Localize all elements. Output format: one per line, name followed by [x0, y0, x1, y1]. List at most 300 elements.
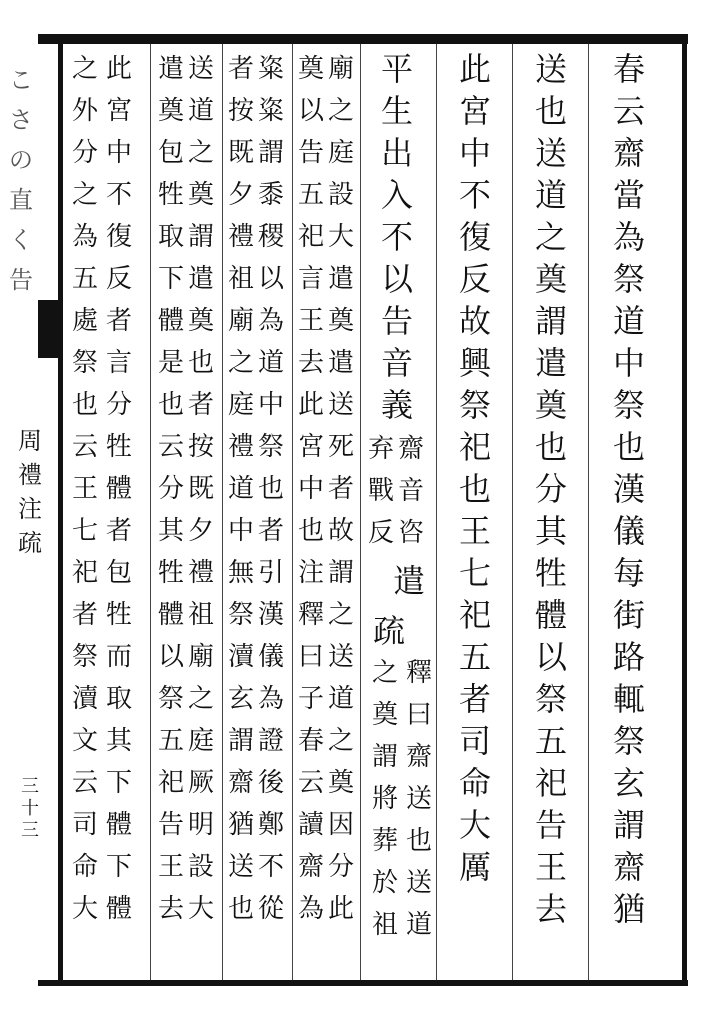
text-column-11 — [104, 48, 134, 930]
text-column-12 — [70, 48, 100, 930]
glyph: 直 — [9, 186, 33, 214]
glyph: 廟 — [227, 306, 254, 336]
glyph: 祀 — [458, 596, 491, 634]
glyph: 者 — [227, 54, 254, 84]
glyph: 云 — [157, 432, 184, 462]
glyph: の — [9, 146, 33, 174]
glyph: 夕 — [227, 180, 254, 210]
glyph: 以 — [257, 264, 284, 294]
glyph: 也 — [612, 428, 645, 466]
glyph: 王 — [157, 852, 184, 882]
glyph: 三 — [21, 820, 39, 841]
frame-right-border — [682, 34, 687, 986]
glyph: 謂 — [227, 726, 254, 756]
frame-left-border — [58, 34, 63, 986]
glyph: 之 — [187, 138, 214, 168]
glyph: 下 — [105, 768, 132, 798]
glyph: 從 — [257, 894, 284, 924]
glyph: 齋 — [397, 434, 424, 464]
text-column-2 — [532, 48, 570, 930]
glyph: 奠 — [327, 768, 354, 798]
glyph: 後 — [257, 768, 284, 798]
glyph: 釋 — [405, 658, 432, 688]
glyph: 遣 — [187, 264, 214, 294]
glyph: 祭 — [612, 722, 645, 760]
glyph: 無 — [227, 558, 254, 588]
glyph: 奠 — [187, 180, 214, 210]
glyph: 漢 — [257, 600, 284, 630]
glyph: 送 — [327, 642, 354, 672]
glyph: 反 — [458, 260, 491, 298]
glyph: 鄭 — [257, 810, 284, 840]
glyph: 之 — [327, 96, 354, 126]
glyph: 禮 — [227, 432, 254, 462]
glyph: 云 — [71, 768, 98, 798]
glyph: 祭 — [534, 680, 567, 718]
glyph: 祖 — [371, 910, 398, 940]
glyph: 外 — [71, 96, 98, 126]
glyph: 音 — [380, 344, 413, 382]
glyph: 平 — [380, 50, 413, 88]
glyph: 厲 — [458, 848, 491, 886]
glyph: 為 — [612, 218, 645, 256]
glyph: 齋 — [405, 742, 432, 772]
glyph: 道 — [612, 302, 645, 340]
glyph: 王 — [71, 474, 98, 504]
glyph: 者 — [257, 516, 284, 546]
glyph: 謂 — [187, 222, 214, 252]
glyph: 反 — [367, 518, 394, 548]
glyph: 之 — [327, 600, 354, 630]
glyph: 道 — [187, 96, 214, 126]
glyph: 注 — [18, 495, 42, 523]
glyph: 之 — [371, 658, 398, 688]
glyph: 告 — [9, 266, 33, 294]
glyph: 祭 — [71, 642, 98, 672]
glyph: 之 — [227, 348, 254, 378]
glyph: 既 — [187, 474, 214, 504]
glyph: 其 — [534, 512, 567, 550]
glyph: 中 — [257, 390, 284, 420]
glyph: 以 — [157, 642, 184, 672]
glyph: 中 — [458, 134, 491, 172]
column-rule — [436, 44, 437, 980]
glyph: 儀 — [612, 512, 645, 550]
glyph: 五 — [71, 264, 98, 294]
glyph: 言 — [297, 264, 324, 294]
glyph: 禮 — [227, 222, 254, 252]
glyph: 輒 — [612, 680, 645, 718]
glyph: 不 — [105, 180, 132, 210]
glyph: 去 — [157, 894, 184, 924]
glyph: 證 — [257, 726, 284, 756]
glyph: 廟 — [187, 642, 214, 672]
glyph: 既 — [227, 138, 254, 168]
glyph: 每 — [612, 554, 645, 592]
glyph: 五 — [157, 726, 184, 756]
glyph: 夕 — [187, 516, 214, 546]
text-column-9 — [186, 48, 216, 930]
glyph: 送 — [534, 50, 567, 88]
glyph: 祭 — [612, 386, 645, 424]
glyph: 不 — [380, 218, 413, 256]
glyph: 注 — [297, 558, 324, 588]
glyph: 為 — [257, 684, 284, 714]
glyph: 黍 — [257, 180, 284, 210]
glyph: 者 — [105, 516, 132, 546]
glyph: 以 — [534, 638, 567, 676]
glyph: 為 — [257, 306, 284, 336]
glyph: 此 — [105, 54, 132, 84]
text-column-6 — [296, 48, 326, 930]
glyph: 禮 — [187, 558, 214, 588]
glyph: 漢 — [612, 470, 645, 508]
glyph: 祖 — [187, 600, 214, 630]
text-column-7 — [256, 48, 286, 930]
glyph: 奠 — [534, 386, 567, 424]
glyph: 體 — [534, 596, 567, 634]
glyph: 庭 — [227, 390, 254, 420]
glyph: 為 — [71, 222, 98, 252]
glyph: 儀 — [257, 642, 284, 672]
glyph: 遣 — [327, 348, 354, 378]
glyph: 祖 — [227, 264, 254, 294]
glyph: 者 — [327, 474, 354, 504]
text-column-4-note-left — [366, 428, 396, 554]
glyph: 不 — [458, 176, 491, 214]
glyph: 體 — [105, 894, 132, 924]
glyph: 云 — [71, 432, 98, 462]
glyph: 遣 — [327, 264, 354, 294]
glyph: 按 — [187, 432, 214, 462]
glyph: 咨 — [397, 518, 424, 548]
glyph: 命 — [458, 764, 491, 802]
glyph: 送 — [405, 868, 432, 898]
glyph: 奠 — [534, 260, 567, 298]
glyph: く — [9, 226, 33, 254]
glyph: 謂 — [612, 806, 645, 844]
glyph: 言 — [105, 348, 132, 378]
glyph: 分 — [534, 470, 567, 508]
glyph: 也 — [297, 516, 324, 546]
glyph: 曰 — [405, 700, 432, 730]
glyph: 也 — [405, 826, 432, 856]
glyph: 疏 — [372, 612, 405, 650]
glyph: 道 — [327, 684, 354, 714]
glyph: 粢 — [257, 54, 284, 84]
glyph: 庭 — [327, 138, 354, 168]
glyph: 不 — [257, 852, 284, 882]
glyph: 中 — [612, 344, 645, 382]
text-column-10 — [156, 48, 186, 930]
glyph: 體 — [157, 306, 184, 336]
glyph: 以 — [297, 96, 324, 126]
glyph: 之 — [327, 726, 354, 756]
glyph: 以 — [380, 260, 413, 298]
glyph: 此 — [327, 894, 354, 924]
glyph: 大 — [71, 894, 98, 924]
glyph: さ — [9, 106, 33, 134]
glyph: 也 — [458, 470, 491, 508]
glyph: 之 — [71, 180, 98, 210]
glyph: 引 — [257, 558, 284, 588]
text-column-3 — [456, 48, 494, 888]
glyph: 下 — [105, 852, 132, 882]
glyph: 者 — [71, 600, 98, 630]
glyph: 三 — [21, 776, 39, 797]
glyph: 中 — [105, 138, 132, 168]
glyph: 謂 — [257, 138, 284, 168]
glyph: 此 — [297, 390, 324, 420]
glyph: 厥 — [187, 768, 214, 798]
glyph: 奠 — [371, 700, 398, 730]
glyph: 義 — [380, 386, 413, 424]
glyph: 牲 — [534, 554, 567, 592]
glyph: 祭 — [71, 348, 98, 378]
text-column-4-main3 — [370, 610, 408, 652]
glyph: 為 — [297, 894, 324, 924]
glyph: 當 — [612, 176, 645, 214]
glyph: 也 — [257, 474, 284, 504]
margin-scribble — [4, 60, 38, 300]
glyph: 去 — [297, 348, 324, 378]
glyph: 廟 — [327, 54, 354, 84]
glyph: 祀 — [458, 428, 491, 466]
glyph: 弃 — [367, 434, 394, 464]
glyph: 故 — [327, 516, 354, 546]
column-rule — [588, 44, 589, 980]
glyph: 分 — [71, 138, 98, 168]
glyph: 七 — [458, 554, 491, 592]
glyph: 於 — [371, 868, 398, 898]
text-column-8 — [226, 48, 256, 930]
glyph: 瀆 — [227, 642, 254, 672]
glyph: 讀 — [297, 810, 324, 840]
column-rule — [512, 44, 513, 980]
glyph: 疏 — [18, 529, 42, 557]
glyph: 奠 — [157, 96, 184, 126]
column-rule — [222, 44, 223, 980]
glyph: 之 — [187, 684, 214, 714]
glyph: 齋 — [612, 134, 645, 172]
glyph: 者 — [105, 306, 132, 336]
glyph: 路 — [612, 638, 645, 676]
glyph: 牲 — [105, 600, 132, 630]
text-column-4-note2-left — [370, 652, 400, 946]
glyph: 牲 — [105, 432, 132, 462]
glyph: 宮 — [458, 92, 491, 130]
glyph: 宮 — [297, 432, 324, 462]
glyph: 下 — [157, 264, 184, 294]
glyph: 包 — [157, 138, 184, 168]
glyph: 猶 — [227, 810, 254, 840]
glyph: 分 — [157, 474, 184, 504]
glyph: 道 — [534, 176, 567, 214]
glyph: 設 — [327, 180, 354, 210]
glyph: 釋 — [297, 600, 324, 630]
glyph: 七 — [71, 516, 98, 546]
glyph: 也 — [227, 894, 254, 924]
glyph: 子 — [297, 684, 324, 714]
glyph: 五 — [458, 638, 491, 676]
glyph: 祀 — [157, 768, 184, 798]
glyph: 此 — [458, 50, 491, 88]
glyph: 按 — [227, 96, 254, 126]
glyph: 也 — [534, 428, 567, 466]
glyph: 王 — [534, 848, 567, 886]
glyph: 粢 — [257, 96, 284, 126]
glyph: 曰 — [297, 642, 324, 672]
glyph: 死 — [327, 432, 354, 462]
glyph: 是 — [157, 348, 184, 378]
glyph: 遣 — [392, 562, 425, 600]
glyph: 謂 — [371, 742, 398, 772]
glyph: 云 — [612, 92, 645, 130]
glyph: 齋 — [227, 768, 254, 798]
text-column-4-note-right — [396, 428, 426, 554]
glyph: 道 — [257, 348, 284, 378]
glyph: 體 — [157, 600, 184, 630]
glyph: 處 — [71, 306, 98, 336]
glyph: 出 — [380, 134, 413, 172]
glyph: 告 — [380, 302, 413, 340]
glyph: 五 — [297, 180, 324, 210]
frame-top-border — [38, 34, 688, 44]
glyph: 宮 — [105, 96, 132, 126]
glyph: 復 — [458, 218, 491, 256]
glyph: 祀 — [71, 558, 98, 588]
glyph: 牲 — [157, 558, 184, 588]
glyph: 其 — [157, 516, 184, 546]
glyph: 祭 — [458, 386, 491, 424]
glyph: 遣 — [534, 344, 567, 382]
glyph: 告 — [534, 806, 567, 844]
glyph: 其 — [105, 726, 132, 756]
glyph: 生 — [380, 92, 413, 130]
glyph: 猶 — [612, 890, 645, 928]
glyph: 奠 — [297, 54, 324, 84]
glyph: 而 — [105, 642, 132, 672]
glyph: 稷 — [257, 222, 284, 252]
glyph: 十 — [21, 798, 39, 819]
glyph: 送 — [227, 852, 254, 882]
glyph: 也 — [71, 390, 98, 420]
glyph: 祀 — [297, 222, 324, 252]
glyph: 復 — [105, 222, 132, 252]
glyph: 故 — [458, 302, 491, 340]
glyph: 祀 — [534, 764, 567, 802]
glyph: 也 — [157, 390, 184, 420]
glyph: 庭 — [187, 726, 214, 756]
glyph: 玄 — [612, 764, 645, 802]
glyph: 大 — [327, 222, 354, 252]
glyph: 牲 — [157, 180, 184, 210]
column-rule — [360, 44, 361, 980]
glyph: 分 — [327, 852, 354, 882]
glyph: 祭 — [257, 432, 284, 462]
glyph: 春 — [297, 726, 324, 756]
glyph: 者 — [458, 680, 491, 718]
glyph: 送 — [405, 784, 432, 814]
glyph: 齋 — [612, 848, 645, 886]
glyph: 遣 — [157, 54, 184, 84]
glyph: 將 — [371, 784, 398, 814]
text-column-4-main2 — [390, 560, 428, 602]
glyph: 道 — [405, 910, 432, 940]
glyph: 送 — [187, 54, 214, 84]
glyph: 齋 — [297, 852, 324, 882]
glyph: 送 — [327, 390, 354, 420]
glyph: 道 — [227, 474, 254, 504]
glyph: 中 — [227, 516, 254, 546]
glyph: 因 — [327, 810, 354, 840]
glyph: 五 — [534, 722, 567, 760]
column-rule — [292, 44, 293, 980]
glyph: 取 — [157, 222, 184, 252]
glyph: 云 — [297, 768, 324, 798]
text-column-1 — [610, 48, 648, 930]
glyph: 大 — [187, 894, 214, 924]
glyph: 包 — [105, 558, 132, 588]
glyph: 中 — [297, 474, 324, 504]
glyph: 之 — [71, 54, 98, 84]
glyph: 王 — [458, 512, 491, 550]
glyph: 街 — [612, 596, 645, 634]
glyph: 設 — [187, 852, 214, 882]
glyph: 去 — [534, 890, 567, 928]
glyph: 反 — [105, 264, 132, 294]
glyph: 周 — [18, 427, 42, 455]
glyph: 之 — [534, 218, 567, 256]
glyph: 音 — [397, 476, 424, 506]
glyph: 春 — [612, 50, 645, 88]
glyph: 體 — [105, 474, 132, 504]
glyph: 大 — [458, 806, 491, 844]
glyph: 司 — [71, 810, 98, 840]
glyph: 奠 — [327, 306, 354, 336]
glyph: 司 — [458, 722, 491, 760]
glyph: 取 — [105, 684, 132, 714]
glyph: 送 — [534, 134, 567, 172]
glyph: 命 — [71, 852, 98, 882]
glyph: 者 — [187, 390, 214, 420]
glyph: 入 — [380, 176, 413, 214]
glyph: 告 — [297, 138, 324, 168]
glyph: 瀆 — [71, 684, 98, 714]
glyph: 興 — [458, 344, 491, 382]
glyph: 體 — [105, 810, 132, 840]
glyph: 祭 — [612, 260, 645, 298]
text-column-4-main — [378, 48, 416, 426]
folio-number — [10, 776, 50, 842]
glyph: こ — [9, 66, 33, 94]
glyph: 王 — [297, 306, 324, 336]
glyph: 奠 — [187, 306, 214, 336]
fish-tail-mark — [38, 300, 60, 358]
glyph: 祭 — [157, 684, 184, 714]
glyph: 告 — [157, 810, 184, 840]
text-column-5 — [326, 48, 356, 930]
glyph: 也 — [534, 92, 567, 130]
glyph: 謂 — [327, 558, 354, 588]
glyph: 葬 — [371, 826, 398, 856]
glyph: 謂 — [534, 302, 567, 340]
glyph: 祭 — [227, 600, 254, 630]
glyph: 明 — [187, 810, 214, 840]
text-column-4-note2-right — [404, 652, 434, 946]
glyph: 也 — [187, 348, 214, 378]
glyph: 分 — [105, 390, 132, 420]
